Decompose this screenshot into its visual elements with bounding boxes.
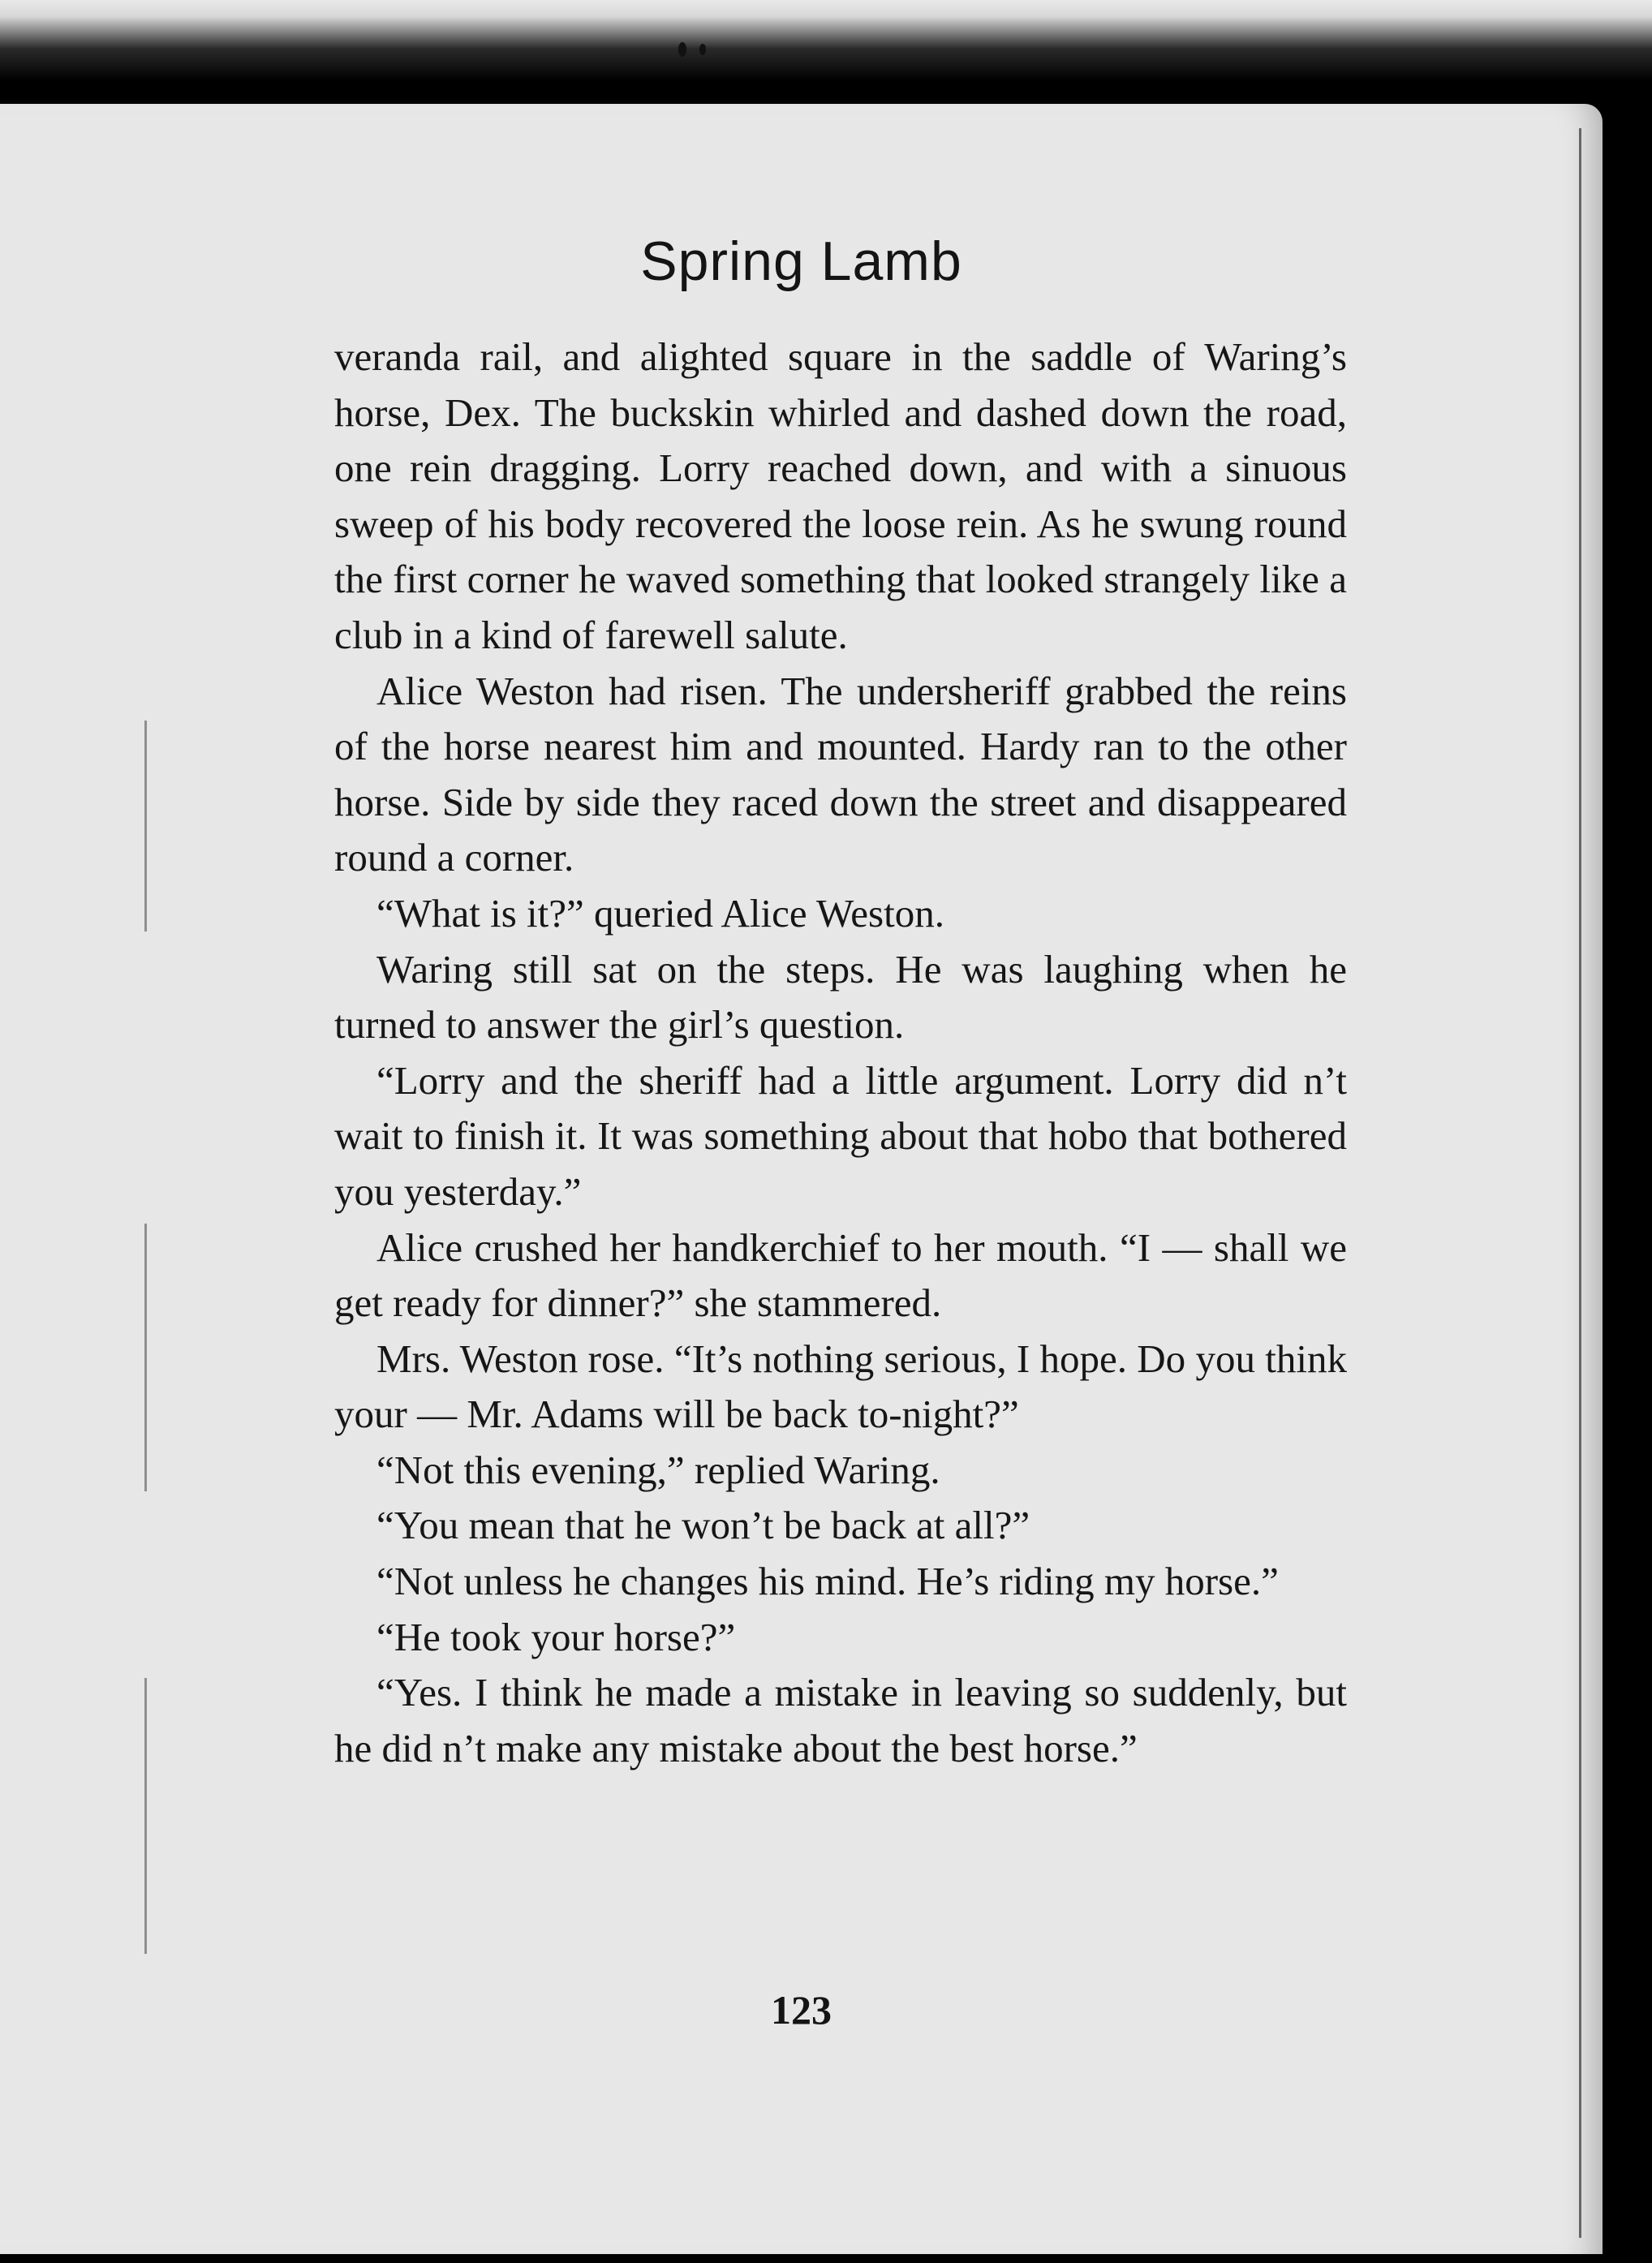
paragraph: “Not this evening,” replied Waring. bbox=[376, 1447, 940, 1492]
book-page bbox=[0, 104, 1603, 2254]
page-number: 123 bbox=[771, 1987, 832, 2033]
ink-speck bbox=[678, 42, 686, 57]
paragraph: “What is it?” queried Alice Weston. bbox=[376, 890, 944, 936]
gutter-mark bbox=[144, 1224, 147, 1491]
paragraph: “Not unless he changes his mind. He’s riding my horse.” bbox=[376, 1559, 1279, 1604]
scan-top-margin bbox=[0, 0, 1652, 101]
gutter-mark bbox=[144, 1678, 147, 1954]
running-head: Spring Lamb bbox=[640, 230, 962, 292]
paragraph: “Lorry and the sheriff had a little argument. Lorry did n’t wait to finish it. It was something about that hobo that bothered you yesterday.” bbox=[334, 1057, 1347, 1214]
gutter-mark bbox=[144, 721, 147, 931]
paragraph: “He took your horse?” bbox=[376, 1614, 736, 1659]
paragraph: veranda rail, and alighted square in the saddle of Waring’s horse, Dex. The buckskin whirled and dashed down the road, one rein dragging. Lorry reached down, and with a sinuous sweep of his body recovered the loose rein. As he swung round the first corner he waved something that looked strangely like a club in a kind of farewell salute. bbox=[334, 334, 1347, 657]
ink-speck bbox=[699, 44, 706, 55]
paragraph: Mrs. Weston rose. “It’s nothing serious, I hope. Do you think your — Mr. Adams will be back to-night?” bbox=[334, 1336, 1347, 1437]
paragraph: Alice Weston had risen. The undersheriff grabbed the reins of the horse nearest him and mounted. Hardy ran to the other horse. Side by side they raced down the street and disappeared round a corner. bbox=[334, 668, 1347, 880]
body-text bbox=[334, 329, 1347, 1776]
paragraph: “Yes. I think he made a mistake in leaving so suddenly, but he did n’t make any mistake about the best horse.” bbox=[334, 1670, 1347, 1770]
paragraph: “You mean that he won’t be back at all?” bbox=[376, 1503, 1030, 1548]
paragraph: Waring still sat on the steps. He was laughing when he turned to answer the girl’s question. bbox=[334, 946, 1347, 1048]
page-edge bbox=[1579, 128, 1596, 2238]
paragraph: Alice crushed her handkerchief to her mouth. “I — shall we get ready for dinner?” she stammered. bbox=[334, 1224, 1347, 1326]
